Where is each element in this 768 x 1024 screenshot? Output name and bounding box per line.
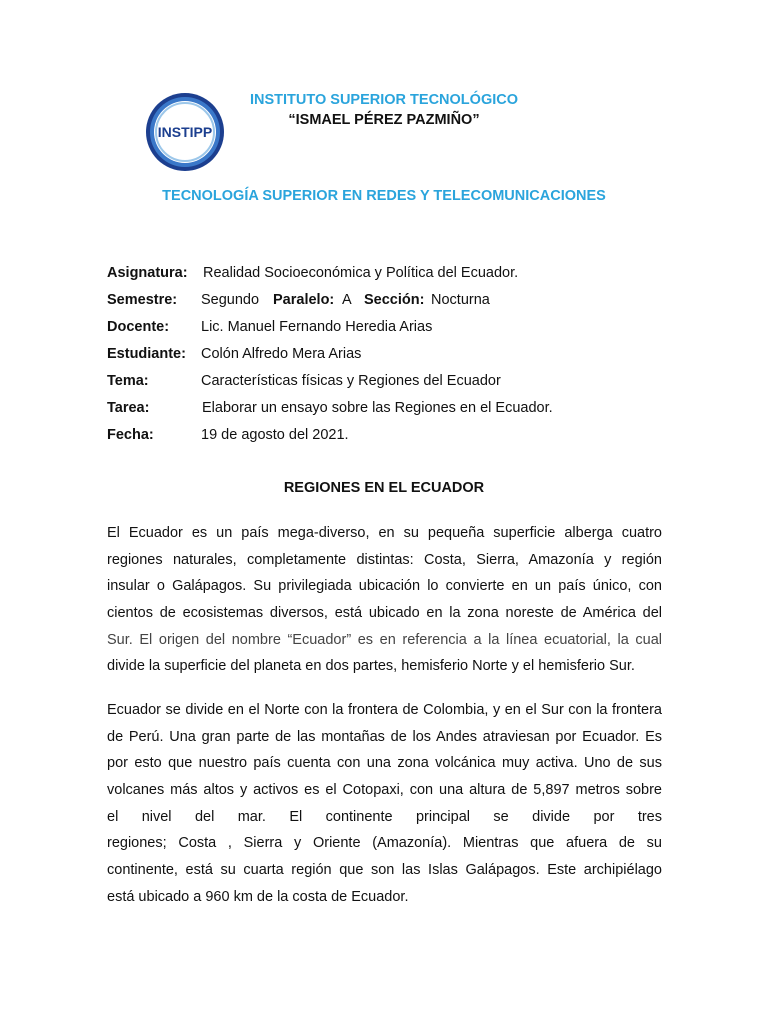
institute-subname: “ISMAEL PÉREZ PAZMIÑO”	[288, 112, 480, 128]
fecha-value: 19 de agosto del 2021.	[201, 427, 349, 443]
paragraph-line: volcanes más altos y activos es el Cotopaxi, con una altura de 5,897 metros sobre	[107, 782, 662, 799]
paragraph-line: por esto que nuestro país cuenta con una zona volcánica muy activa. Uno de sus	[107, 755, 662, 772]
section-title: REGIONES EN EL ECUADOR	[283, 480, 485, 496]
paragraph-line: divide la superficie del planeta en dos partes, hemisferio Norte y el hemisferio Sur.	[107, 658, 635, 675]
paragraph-2	[107, 697, 662, 911]
paragraph-line: regiones; Costa , Sierra y Oriente (Amazonía). Mientras que afuera de su	[107, 835, 662, 852]
docente-label: Docente:	[107, 319, 170, 335]
paralelo-value: A	[342, 292, 352, 308]
paragraph-line: está ubicado a 960 km de la costa de Ecuador.	[107, 888, 409, 905]
institute-name: INSTITUTO SUPERIOR TECNOLÓGICO	[250, 92, 518, 108]
asignatura-value: Realidad Socioeconómica y Política del Ecuador.	[203, 265, 519, 281]
asignatura-label: Asignatura:	[107, 265, 188, 281]
paragraph-line: El Ecuador es un país mega-diverso, en su pequeña superficie alberga cuatro	[107, 525, 662, 541]
paragraph-line: continente, está su cuarta región que son las Islas Galápagos. Este archipiélago	[107, 862, 662, 879]
paragraph-line: cientos de ecosistemas diversos, está ubicado en la zona noreste de América del	[107, 605, 662, 622]
tarea-label: Tarea:	[107, 400, 150, 416]
tema-label: Tema:	[107, 373, 149, 389]
paragraph-line: de Perú. Una gran parte de las montañas de los Andes atraviesan por Ecuador. Es	[107, 728, 662, 745]
tema-value: Características físicas y Regiones del Ecuador	[201, 373, 501, 389]
paragraph-line: insular o Galápagos. Su privilegiada ubicación lo convierte en un país único, con	[107, 578, 662, 595]
semestre-label: Semestre:	[107, 292, 178, 308]
seccion-value: Nocturna	[431, 292, 490, 308]
paragraph-line: el nivel del mar. El continente principal se divide por tres	[107, 808, 662, 825]
paragraph-line: Sur. El origen del nombre “Ecuador” es en referencia a la línea ecuatorial, la cual	[107, 631, 662, 648]
estudiante-value: Colón Alfredo Mera Arias	[201, 346, 362, 362]
seccion-label: Sección:	[364, 292, 425, 308]
docente-value: Lic. Manuel Fernando Heredia Arias	[201, 319, 433, 335]
estudiante-label: Estudiante:	[107, 346, 186, 362]
career-title: TECNOLOGÍA SUPERIOR EN REDES Y TELECOMUNICACIONES	[162, 188, 606, 204]
semestre-value: Segundo	[201, 292, 260, 308]
fecha-label: Fecha:	[107, 427, 154, 443]
paragraph-line: regiones naturales, completamente distintas: Costa, Sierra, Amazonía y región	[107, 551, 662, 568]
tarea-value: Elaborar un ensayo sobre las Regiones en el Ecuador.	[202, 400, 553, 416]
paragraph-line: Ecuador se divide en el Norte con la frontera de Colombia, y en el Sur con la frontera	[107, 702, 662, 718]
paralelo-label: Paralelo:	[273, 292, 335, 308]
paragraph-1	[107, 520, 662, 680]
logo-text: INSTIPP	[157, 124, 213, 140]
